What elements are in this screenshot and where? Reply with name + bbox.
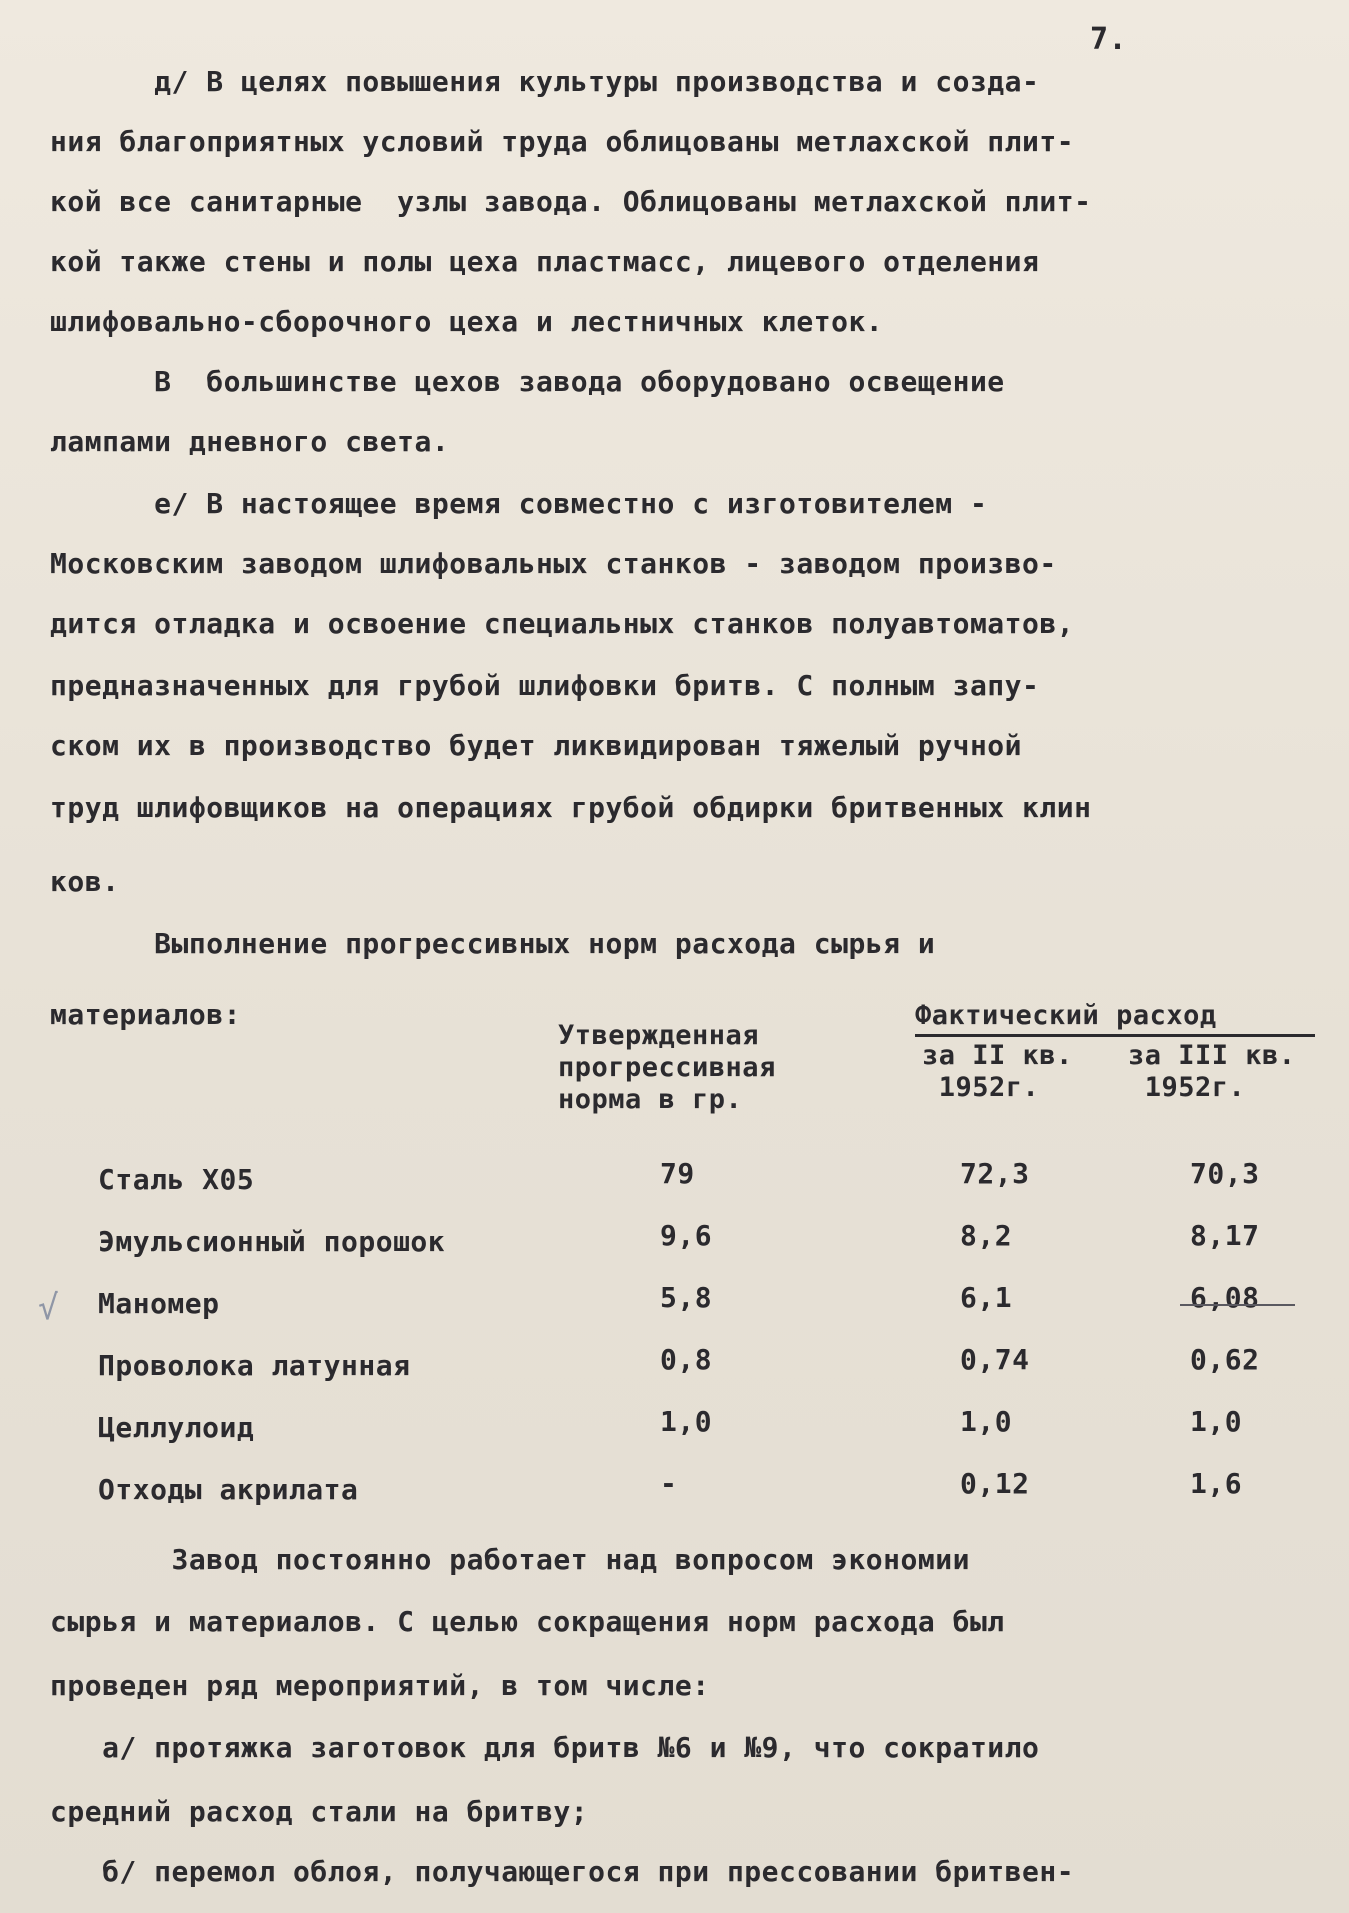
q2-value: 0,12 bbox=[960, 1467, 1030, 1500]
norm-value: 1,0 bbox=[660, 1405, 713, 1438]
header-underline bbox=[915, 1034, 1315, 1037]
paragraph-d-line: шлифовально-сборочного цеха и лестничных клеток. bbox=[50, 305, 884, 338]
closing-line: средний расход стали на бритву; bbox=[50, 1795, 589, 1828]
paragraph-d-line: ния благоприятных условий труда облицованы метлахской плит- bbox=[50, 125, 1075, 158]
paragraph-e-line: Московским заводом шлифовальных станков - заводом произво- bbox=[50, 547, 1057, 580]
closing-line: б/ перемол облоя, получающегося при прессовании бритвен- bbox=[50, 1855, 1075, 1888]
material-name: Эмульсионный порошок bbox=[98, 1225, 446, 1258]
closing-line: Завод постоянно работает над вопросом экономии bbox=[50, 1543, 970, 1576]
q3-value: 1,0 bbox=[1190, 1405, 1243, 1438]
q2-value: 8,2 bbox=[960, 1219, 1013, 1252]
table-row bbox=[0, 1460, 1349, 1520]
fact-column-header: Фактический расход bbox=[915, 1000, 1217, 1031]
table-row bbox=[0, 1398, 1349, 1458]
norm-value: 79 bbox=[660, 1157, 695, 1190]
norm-value: - bbox=[660, 1467, 678, 1500]
q2-value: 1,0 bbox=[960, 1405, 1013, 1438]
q3-value: 70,3 bbox=[1190, 1157, 1260, 1190]
material-name: Маномер bbox=[98, 1287, 220, 1320]
paragraph-d-line: кой также стены и полы цеха пластмасс, лицевого отделения bbox=[50, 245, 1040, 278]
table-row bbox=[0, 1336, 1349, 1396]
paragraph-lamps-line: лампами дневного света. bbox=[50, 425, 450, 458]
q3-value: 6,08 bbox=[1190, 1281, 1260, 1314]
paragraph-e-line: предназначенных для грубой шлифовки бритв. С полным запу- bbox=[50, 669, 1040, 702]
table-row bbox=[0, 1150, 1349, 1210]
table-intro-line: материалов: bbox=[50, 998, 241, 1031]
norm-column-header: Утвержденная прогрессивная норма в гр. bbox=[558, 1020, 776, 1115]
closing-line: а/ протяжка заготовок для бритв №6 и №9, что сократило bbox=[50, 1731, 1040, 1764]
norm-value: 9,6 bbox=[660, 1219, 713, 1252]
pencil-underline bbox=[1180, 1304, 1295, 1306]
table-row bbox=[0, 1212, 1349, 1272]
material-name: Проволока латунная bbox=[98, 1349, 411, 1382]
paragraph-d-line: д/ В целях повышения культуры производства и созда- bbox=[50, 65, 1040, 98]
table-row bbox=[0, 1274, 1349, 1334]
page-number: 7. bbox=[1090, 22, 1128, 57]
closing-line: проведен ряд мероприятий, в том числе: bbox=[50, 1669, 710, 1702]
paragraph-e-line: ков. bbox=[50, 865, 120, 898]
paragraph-e-line: ском их в производство будет ликвидирован тяжелый ручной bbox=[50, 729, 1023, 762]
paragraph-e-line: дится отладка и освоение специальных станков полуавтоматов, bbox=[50, 607, 1075, 640]
paragraph-lamps-line: В большинстве цехов завода оборудовано освещение bbox=[50, 365, 1005, 398]
paragraph-e-line: труд шлифовщиков на операциях грубой обдирки бритвенных клин bbox=[50, 791, 1092, 824]
q2-value: 6,1 bbox=[960, 1281, 1013, 1314]
q3-value: 8,17 bbox=[1190, 1219, 1260, 1252]
norm-value: 5,8 bbox=[660, 1281, 713, 1314]
q2-column-header: за II кв. 1952г. bbox=[922, 1040, 1073, 1103]
paragraph-e-line: е/ В настоящее время совместно с изготовителем - bbox=[50, 487, 988, 520]
q3-column-header: за III кв. 1952г. bbox=[1128, 1040, 1296, 1103]
norm-value: 0,8 bbox=[660, 1343, 713, 1376]
table-intro-line: Выполнение прогрессивных норм расхода сырья и bbox=[50, 927, 936, 960]
closing-line: сырья и материалов. С целью сокращения норм расхода был bbox=[50, 1605, 1005, 1638]
paragraph-d-line: кой все санитарные узлы завода. Облицованы метлахской плит- bbox=[50, 185, 1092, 218]
q2-value: 72,3 bbox=[960, 1157, 1030, 1190]
q3-value: 1,6 bbox=[1190, 1467, 1243, 1500]
material-name: Отходы акрилата bbox=[98, 1473, 359, 1506]
q3-value: 0,62 bbox=[1190, 1343, 1260, 1376]
check-mark: √ bbox=[38, 1288, 59, 1328]
material-name: Целлулоид bbox=[98, 1411, 255, 1444]
material-name: Сталь Х05 bbox=[98, 1163, 255, 1196]
q2-value: 0,74 bbox=[960, 1343, 1030, 1376]
